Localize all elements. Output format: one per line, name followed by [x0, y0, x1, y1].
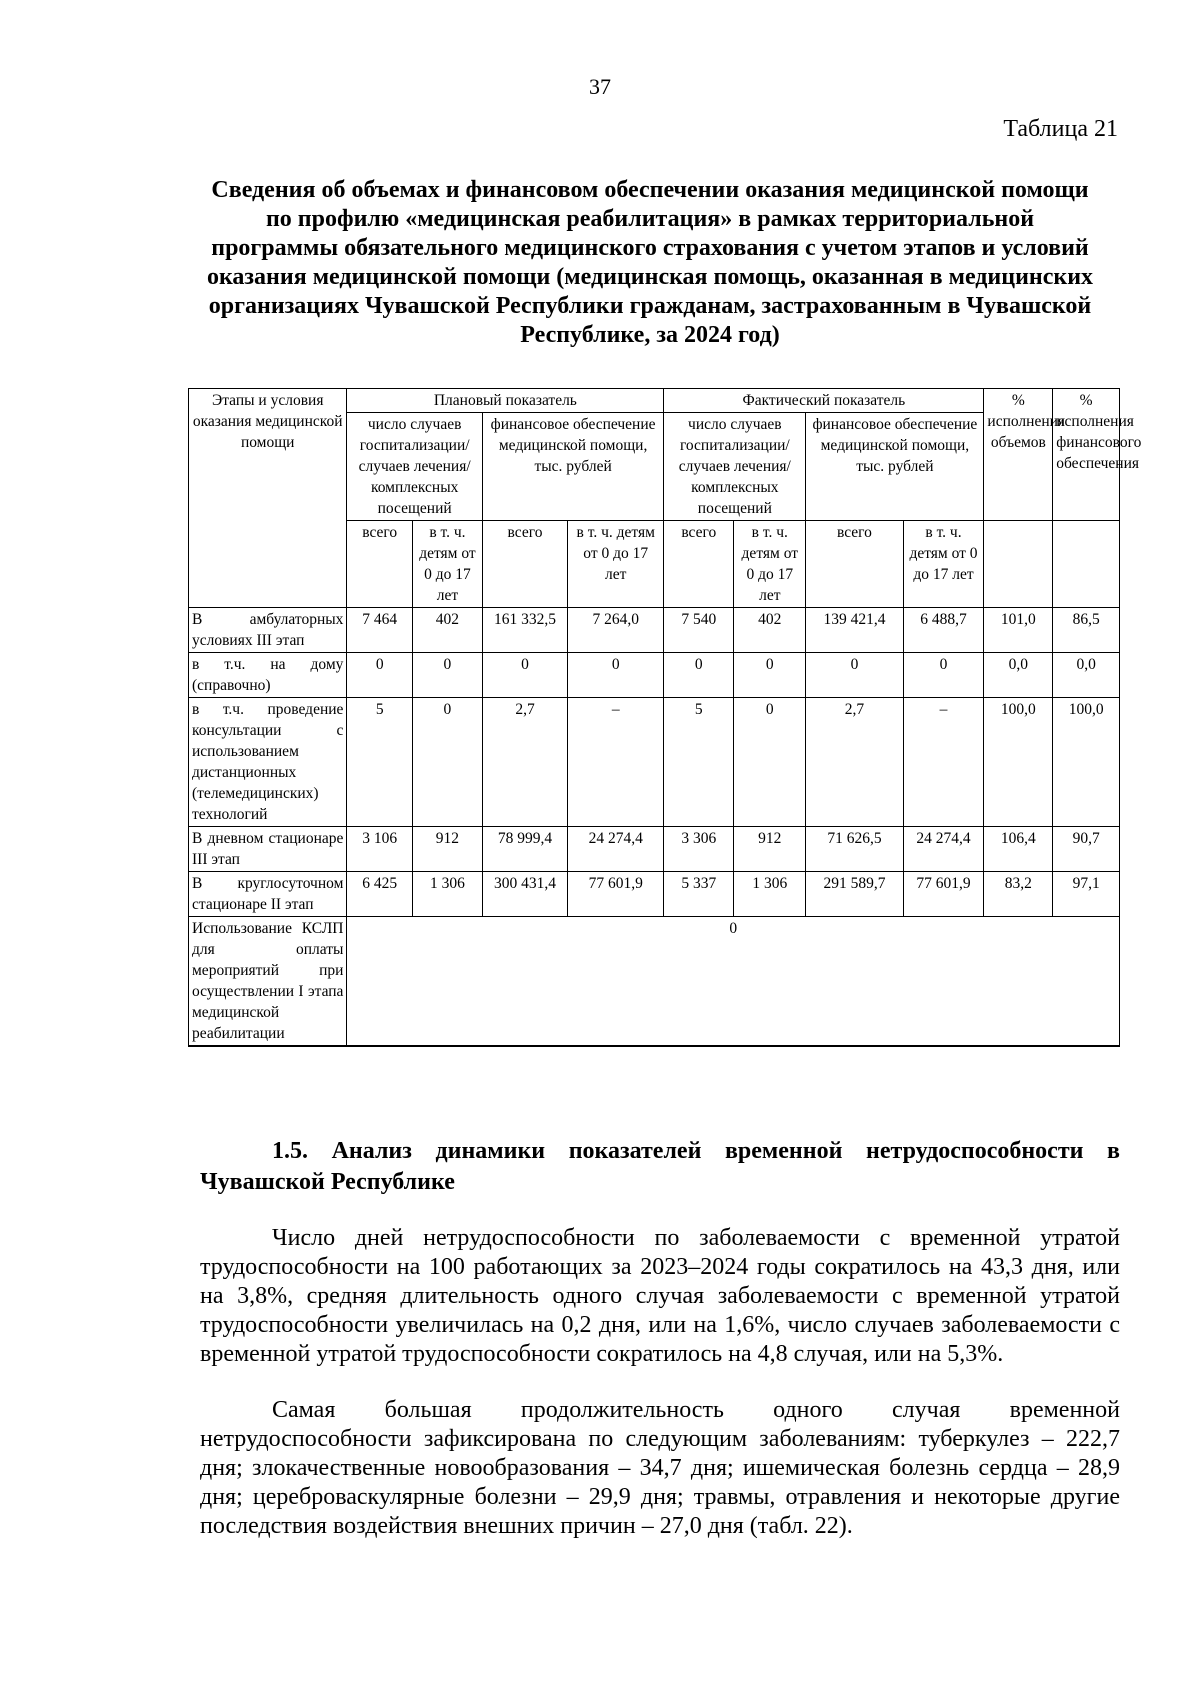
- header-children: в т. ч. детям от 0 до 17 лет: [412, 521, 482, 608]
- header-total: всего: [806, 521, 903, 608]
- header-planned: Плановый показатель: [347, 389, 664, 413]
- header-finance-planned: финансовое обеспечение медицинской помощи, тыс. рублей: [482, 413, 663, 521]
- cell: 0: [806, 653, 903, 698]
- paragraph: Самая большая продолжительность одного случая временной нетрудоспособности зафиксирована по следующим заболеваниям: туберкулез – 222,7 дня; злокачественные новообразования – 34,7 дня; ишемическая болезнь сердца – 28,9 дня; цереброваскулярные болезни – 29,9 дня; травмы, отравления и некоторые другие последствия воздействия внешних причин – 27,0 дня (табл. 22).: [200, 1397, 1120, 1539]
- cell: 3 306: [664, 827, 734, 872]
- cell: 5: [347, 698, 413, 827]
- merged-cell: 0: [347, 917, 1120, 1047]
- header-empty: [984, 521, 1053, 608]
- cell: 100,0: [1053, 698, 1120, 827]
- cell: 912: [412, 827, 482, 872]
- header-row-1: [189, 389, 1120, 413]
- cell: 0,0: [1053, 653, 1120, 698]
- rehab-table: [188, 388, 1142, 1047]
- cell: 24 274,4: [903, 827, 984, 872]
- cell: 106,4: [984, 827, 1053, 872]
- header-children: в т. ч. детям от 0 до 17 лет: [734, 521, 806, 608]
- cell: 86,5: [1053, 608, 1120, 653]
- table-row: [189, 608, 1120, 653]
- row-label: В дневном стационаре III этап: [189, 827, 347, 872]
- cell: 291 589,7: [806, 872, 903, 917]
- cell: 2,7: [482, 698, 567, 827]
- cell: 0: [482, 653, 567, 698]
- cell: 24 274,4: [568, 827, 664, 872]
- cell: –: [903, 698, 984, 827]
- header-children: в т. ч. детям от 0 до 17 лет: [568, 521, 664, 608]
- cell: 7 264,0: [568, 608, 664, 653]
- cell: 161 332,5: [482, 608, 567, 653]
- header-children: в т. ч. детям от 0 до 17 лет: [903, 521, 984, 608]
- cell: 101,0: [984, 608, 1053, 653]
- cell: –: [568, 698, 664, 827]
- cell: 402: [734, 608, 806, 653]
- cell: 1 306: [734, 872, 806, 917]
- header-cases-planned: число случаев госпитализации/случаев лечения/комплексных посещений: [347, 413, 482, 521]
- cell: 402: [412, 608, 482, 653]
- cell: 77 601,9: [903, 872, 984, 917]
- table-row: [189, 653, 1120, 698]
- paragraph: Число дней нетрудоспособности по заболеваемости с временной утратой трудоспособности на 100 работающих за 2023–2024 годы сократилось на 43,3 дня, или на 3,8%, средняя длительность одного случая заболеваемости с временной утратой трудоспособности увеличилась на 0,2 дня, или на 1,6%, число случаев заболеваемости с временной утратой трудоспособности сократилось на 4,8 случая, или на 5,3%.: [200, 1225, 1120, 1367]
- cell: 0: [734, 698, 806, 827]
- header-pct-finance: % исполнения финансового обеспечения: [1053, 389, 1120, 521]
- cell: 71 626,5: [806, 827, 903, 872]
- cell: 7 540: [664, 608, 734, 653]
- header-total: всего: [482, 521, 567, 608]
- cell: 5 337: [664, 872, 734, 917]
- table-row: [189, 698, 1120, 827]
- table-row: [189, 827, 1120, 872]
- row-label: в т.ч. на дому (справочно): [189, 653, 347, 698]
- table-caption: Таблица 21: [1003, 116, 1118, 142]
- cell: 0: [412, 653, 482, 698]
- row-label: в т.ч. проведение консультации с использованием дистанционных (телемедицинских) технологий: [189, 698, 347, 827]
- cell: 0: [347, 653, 413, 698]
- cell: 2,7: [806, 698, 903, 827]
- section-heading: 1.5. Анализ динамики показателей временной нетрудоспособности в Чувашской Республике: [200, 1138, 1120, 1195]
- header-pct-volume: % исполнения объемов: [984, 389, 1053, 521]
- cell: 0: [903, 653, 984, 698]
- header-finance-actual: финансовое обеспечение медицинской помощи, тыс. рублей: [806, 413, 984, 521]
- table-title: Сведения об объемах и финансовом обеспечении оказания медицинской помощи по профилю «медицинская реабилитация» в рамках территориальной программы обязательного медицинского страхования с учетом этапов и условий оказания медицинской помощи (медицинская помощь, оказанная в медицинских организациях Чувашской Республики гражданам, застрахованным в Чувашской Республике, за 2024 год): [206, 177, 1094, 348]
- header-total: всего: [664, 521, 734, 608]
- cell: 6 425: [347, 872, 413, 917]
- header-cases-actual: число случаев госпитализации/ случаев лечения/комплексных посещений: [664, 413, 806, 521]
- cell: 100,0: [984, 698, 1053, 827]
- cell: 0: [568, 653, 664, 698]
- cell: 912: [734, 827, 806, 872]
- table-row: [189, 917, 1120, 1047]
- header-total: всего: [347, 521, 413, 608]
- page-number: 37: [589, 74, 611, 99]
- cell: 6 488,7: [903, 608, 984, 653]
- table-row: [189, 872, 1120, 917]
- header-empty: [1053, 521, 1120, 608]
- cell: 0: [664, 653, 734, 698]
- cell: 7 464: [347, 608, 413, 653]
- header-stages: Этапы и условия оказания медицинской помощи: [189, 389, 347, 608]
- header-actual: Фактический показатель: [664, 389, 984, 413]
- cell: 78 999,4: [482, 827, 567, 872]
- cell: 1 306: [412, 872, 482, 917]
- cell: 0: [412, 698, 482, 827]
- row-label: Использование КСЛП для оплаты мероприятий при осуществлении I этапа медицинской реабилитации: [189, 917, 347, 1047]
- cell: 300 431,4: [482, 872, 567, 917]
- cell: 77 601,9: [568, 872, 664, 917]
- cell: 0,0: [984, 653, 1053, 698]
- cell: 0: [734, 653, 806, 698]
- row-label: В амбулаторных условиях III этап: [189, 608, 347, 653]
- cell: 83,2: [984, 872, 1053, 917]
- cell: 90,7: [1053, 827, 1120, 872]
- cell: 5: [664, 698, 734, 827]
- cell: 3 106: [347, 827, 413, 872]
- cell: 97,1: [1053, 872, 1120, 917]
- cell: 139 421,4: [806, 608, 903, 653]
- row-label: В круглосуточном стационаре II этап: [189, 872, 347, 917]
